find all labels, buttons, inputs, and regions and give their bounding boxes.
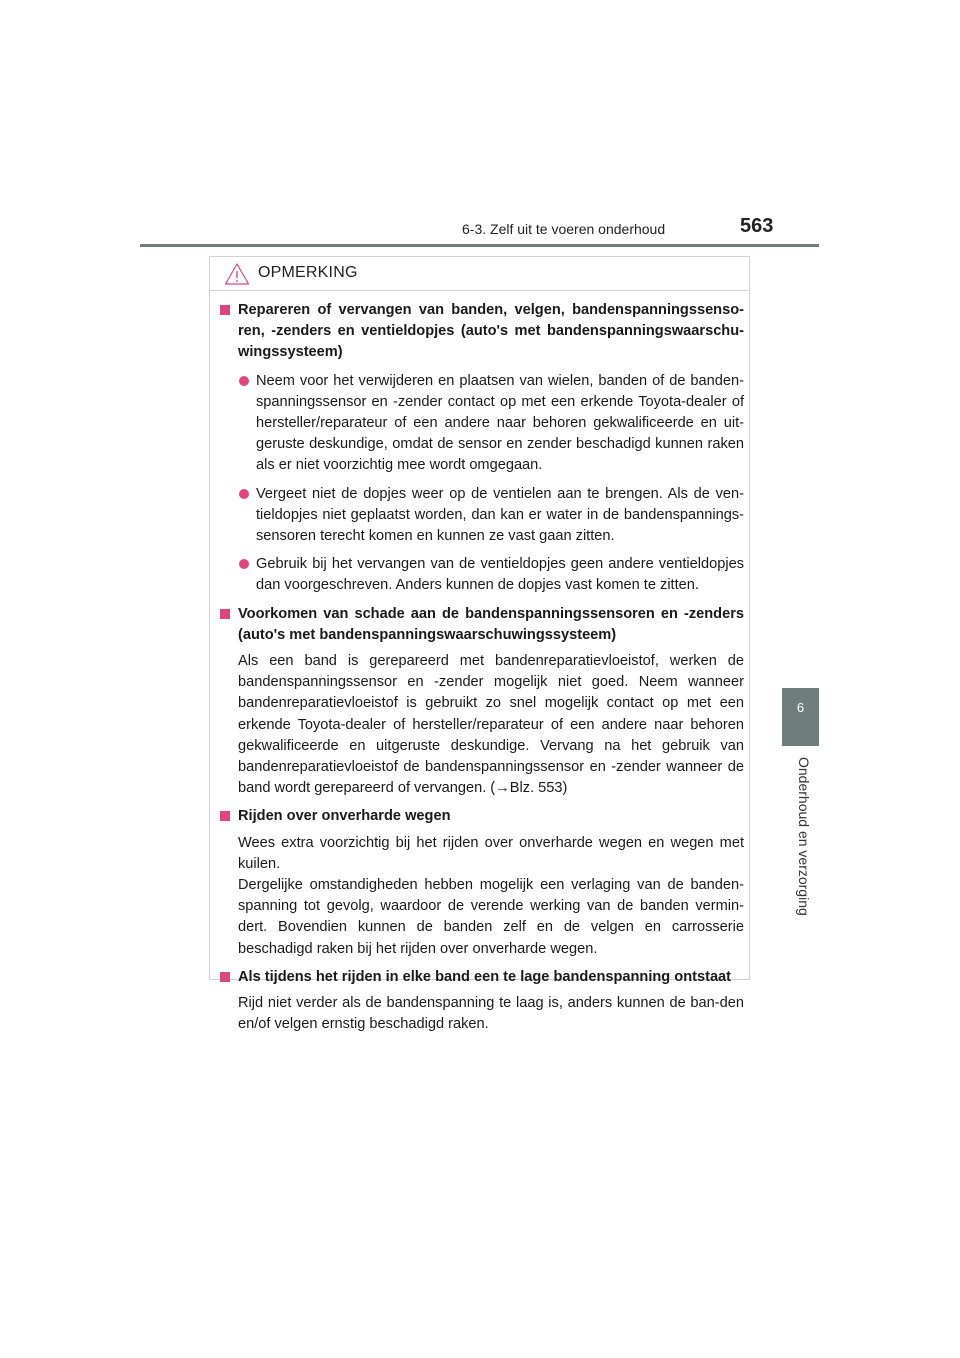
chapter-number: 6 (796, 700, 805, 715)
section-paragraph: Als een band is gerepareerd met bandenreparatievloeistof, werken de bandenspanningssensor en -zender mogelijk niet goed. Neem wanneer bandenreparatievloeistof is gebruikt zo snel mogelijk contact op met een erkende Toyota-dealer of hersteller/reparateur of een andere naar behoren gekwalificeerde en uitgeruste deskundige. Vervang na het gebruik van bandenreparatievloeistof de bandenspanningssensor en -zender wanneer de band wordt gerepareerd of vervangen. (→Blz. 553) (238, 653, 744, 797)
list-item (238, 371, 744, 477)
chapter-label: Onderhoud en verzorging (796, 757, 812, 916)
note-box (209, 256, 750, 1033)
section-title: 6-3. Zelf uit te voeren onderhoud (462, 221, 666, 237)
page-number: 563 (740, 215, 774, 237)
header-divider (140, 244, 819, 247)
square-bullet-icon (220, 609, 230, 619)
section-paragraph: Dergelijke omstandigheden hebben mogelijk een verlaging van de banden-spanning tot gevolg, waardoor de verende werking van de banden vermin-dert. Bovendien kunnen de banden zelf en de velgen en carrosserie beschadigd raken bij het rijden over onverharde wegen. (238, 877, 744, 957)
list-item-text: Vergeet niet de dopjes weer op de ventielen aan te brengen. Als de ven-tieldopjes niet geplaatst worden, dan kan er water in de bandenspannings-sensoren terecht komen en kunnen ze vast gaan zitten. (256, 485, 744, 545)
list-item-text: Gebruik bij het vervangen van de ventieldopjes geen andere ventieldopjes dan voorgeschreven. Anders kunnen de dopjes vast komen te zitten. (256, 556, 744, 594)
note-title: OPMERKING (258, 264, 358, 281)
section-paragraph: Wees extra voorzichtig bij het rijden over onverharde wegen en wegen met kuilen. (238, 834, 744, 872)
note-section (220, 806, 744, 959)
note-section (220, 967, 744, 1036)
list-item-text: Neem voor het verwijderen en plaatsen van wielen, banden of de banden-spanningssensor en -zender contact op met een erkende Toyota-dealer of hersteller/reparateur of een andere naar behoren gekwalificeerde en uit-geruste deskundige, omdat de sensor en zender beschadigd kunnen raken als er niet voorzichtig mee wordt omgegaan. (256, 372, 744, 474)
section-heading: Rijden over onverharde wegen (238, 808, 451, 825)
warning-triangle-icon (224, 262, 250, 286)
section-paragraph: Rijd niet verder als de bandenspanning te laag is, anders kunnen de ban-den en/of velgen ernstig beschadigd raken. (238, 995, 744, 1033)
chapter-tab[interactable] (782, 688, 819, 746)
note-section (220, 604, 744, 800)
square-bullet-icon (220, 305, 230, 315)
dot-bullet-icon (239, 376, 249, 386)
square-bullet-icon (220, 811, 230, 821)
note-section (220, 300, 744, 597)
note-header (210, 257, 749, 291)
note-body (220, 300, 744, 1043)
dot-bullet-icon (239, 559, 249, 569)
section-heading: Voorkomen van schade aan de bandenspanningssensoren en -zenders (auto's met bandenspanningswaarschuwingssysteem) (238, 605, 744, 643)
section-heading: Repareren of vervangen van banden, velgen, bandenspanningssenso-ren, -zenders en ventieldopjes (auto's met bandenspanningswaarschu-wingssysteem) (238, 302, 744, 361)
section-heading: Als tijdens het rijden in elke band een te lage bandenspanning ontstaat (238, 968, 732, 985)
square-bullet-icon (220, 972, 230, 982)
list-item (238, 484, 744, 548)
dot-bullet-icon (239, 489, 249, 499)
list-item (238, 554, 744, 596)
